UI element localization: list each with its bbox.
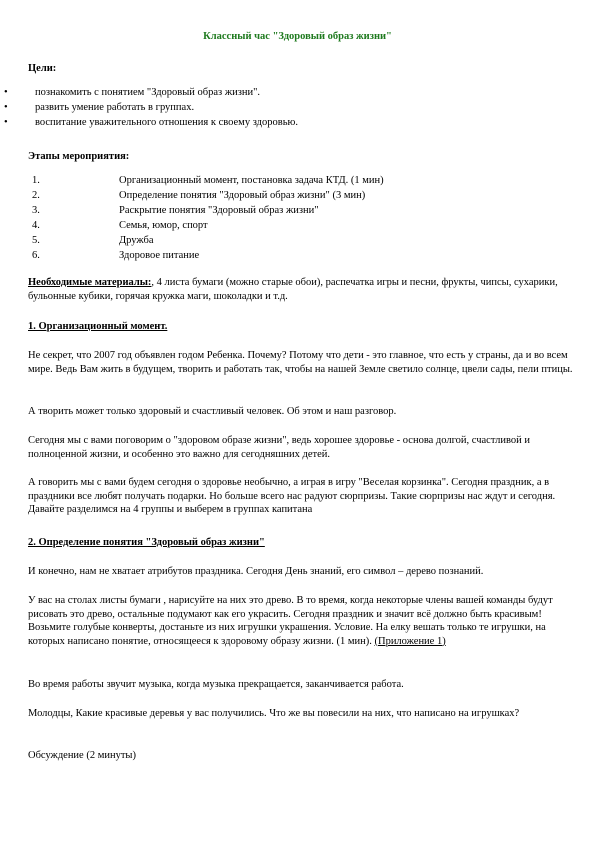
list-item: • развить умение работать в группах.: [4, 102, 195, 113]
section2-paragraph-2: У вас на столах листы бумаги , нарисуйте на них это древо. В то время, когда некоторые члены вашей команды будут рисовать это древо, остальные подумают как его украсить. Сегодня праздник и значит всё должно быть красивым! Возьмите голубые конверты, достаньте из них игрушки украшения. Условие. На елку вешать только те игрушки, на которых написано понятие, относящееся к здоровому образу жизни. (1 мин). (Приложение 1): [28, 595, 553, 647]
list-item: 3. Раскрытие понятия "Здоровый образ жизни": [32, 205, 319, 216]
bullet-icon: •: [4, 117, 8, 128]
list-item: 6. Здоровое питание: [32, 250, 200, 261]
list-item: 1. Организационный момент, постановка задача КТД. (1 мин): [32, 175, 384, 186]
section2-paragraph-3: Во время работы звучит музыка, когда музыка прекращается, заканчивается работа.: [28, 679, 404, 690]
section2-paragraph-4: Молодцы, Какие красивые деревья у вас получились. Что же вы повесили на них, что написано на игрушках?: [28, 708, 520, 719]
materials-label: Необходимые материалы:: [28, 277, 152, 288]
list-item: 5. Дружба: [32, 235, 154, 246]
stages-list: [0, 174, 595, 264]
section2-heading: 2. Определение понятия "Здоровый образ жизни": [28, 537, 265, 548]
bullet-icon: •: [4, 102, 8, 113]
goals-heading: Цели:: [28, 63, 57, 74]
section1-paragraph-2: А творить может только здоровый и счастливый человек. Об этом и наш разговор.: [28, 406, 397, 417]
bullet-icon: •: [4, 87, 8, 98]
section2-paragraph-1: И конечно, нам не хватает атрибутов праздника. Сегодня День знаний, его символ – дерево познаний.: [28, 566, 484, 577]
section2-paragraph-5: Обсуждение (2 минуты): [28, 750, 136, 761]
appendix-link[interactable]: (Приложение 1): [374, 635, 446, 647]
document-title: Классный час "Здоровый образ жизни": [203, 31, 392, 42]
section1-paragraph-3: Сегодня мы с вами поговорим о "здоровом образе жизни", ведь хорошее здоровье - основа долгой, счастливой и полноценной жизни, и особенно это важно для сегодняшних детей.: [28, 435, 531, 460]
stages-heading: Этапы мероприятия:: [28, 151, 130, 162]
section1-heading: 1. Организационный момент.: [28, 321, 168, 332]
list-item: • воспитание уважительного отношения к своему здоровью.: [4, 117, 298, 128]
goals-list: [0, 86, 298, 131]
list-item: • познакомить с понятием "Здоровый образ жизни".: [4, 87, 261, 98]
list-item: 2. Определение понятия "Здоровый образ жизни" (3 мин): [32, 190, 366, 201]
section1-paragraph-1: Не секрет, что 2007 год объявлен годом Ребенка. Почему? Потому что дети - это главное, что есть у страны, да и во всем мире. Ведь Вам жить в будущем, творить и работать так, чтобы на нашей Земле светило солнце, цвели сады, пели птицы.: [28, 350, 573, 375]
materials-paragraph: Необходимые материалы:, 4 листа бумаги (можно старые обои), распечатка игры и песни, фрукты, чипсы, сухарики, бульонные кубики, горячая кружка маги, шоколадки и т.д.: [28, 277, 558, 302]
list-item: 4. Семья, юмор, спорт: [32, 220, 208, 231]
section1-paragraph-4: А говорить мы с вами будем сегодня о здоровье необычно, а играя в игру "Веселая корзинка". Сегодня праздник, а в праздники все любят получать подарки. Но больше всего нас радуют сюрпризы. Такие сюрпризы нас ждут и сегодня. Давайте разделимся на 4 группы и выберем в группах капитана: [28, 477, 556, 515]
